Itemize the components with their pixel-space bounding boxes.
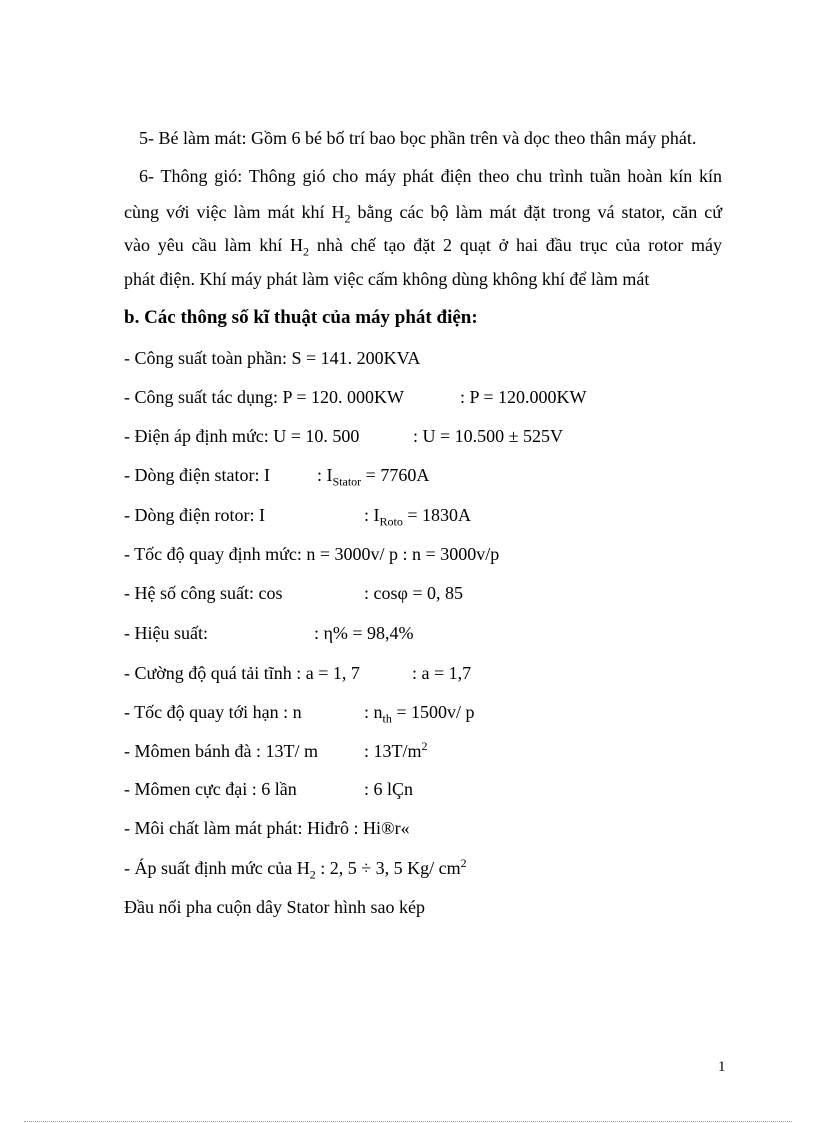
text-segment: nhà chế tạo đặt 2 quạt ở hai đầu trục của rotor máy: [309, 235, 722, 255]
spec-efficiency: [124, 622, 414, 644]
paragraph-cooler-text: 5- Bé làm mát: Gồm 6 bé bố trí bao bọc phần trên và dọc theo thân máy phát.: [139, 128, 697, 148]
spec-value: [317, 464, 430, 489]
spec-text: - Điện áp định mức: U = 10. 500: [124, 426, 360, 446]
spec-text: - Công suất toàn phần: S = 141. 200KVA: [124, 348, 421, 368]
text-segment: = 1500v/ p: [391, 702, 475, 722]
subscript: th: [382, 711, 392, 726]
spec-apparent-power: [124, 347, 420, 369]
subscript: Roto: [379, 514, 403, 529]
text-segment: : 2, 5 ÷ 3, 5 Kg/ cm: [315, 858, 461, 878]
spec-flywheel-moment: [124, 739, 428, 762]
spec-rated-speed: [124, 543, 499, 565]
spec-value: [364, 504, 471, 529]
text-segment: cùng với việc làm mát khí H: [124, 202, 345, 222]
spec-text: - Cường độ quá tải tĩnh : a = 1, 7: [124, 663, 360, 683]
spec-coolant: [124, 817, 410, 839]
spec-rotor-current: [124, 504, 471, 529]
spec-rated-pressure: [124, 856, 467, 882]
spec-stator-current: [124, 464, 430, 489]
superscript: 2: [460, 856, 467, 870]
spec-text: Đầu nối pha cuộn dây Stator hình sao kép: [124, 897, 425, 917]
subscript: Stator: [332, 474, 362, 489]
paragraph-ventilation-text-1: 6- Thông gió: Thông gió cho máy phát điện theo chu trình tuần hoàn kín kín: [139, 166, 722, 186]
subscript: 2: [309, 867, 316, 882]
section-heading-text: b. Các thông số kĩ thuật của máy phát điện:: [124, 307, 478, 328]
text-segment: vào yêu cầu làm khí H: [124, 235, 304, 255]
spec-text: - Mômen cực đại : 6 lần: [124, 779, 297, 799]
spec-value: : U = 10.500 ± 525V: [413, 426, 564, 446]
spec-value: : P = 120.000KW: [460, 387, 587, 407]
paragraph-ventilation-text-4: phát điện. Khí máy phát làm việc cấm không dùng không khí để làm mát: [124, 269, 650, 289]
spec-power-factor: [124, 582, 464, 604]
page-number: 1: [718, 1059, 726, 1075]
text-segment: : I: [364, 505, 380, 525]
spec-stator-connection: [124, 896, 425, 918]
superscript: 2: [421, 739, 428, 753]
spec-text: - Môi chất làm mát phát: Hiđrô : Hi®r«: [124, 818, 410, 838]
spec-value: [364, 740, 428, 762]
paragraph-ventilation-line-3: [124, 234, 722, 259]
subscript: 2: [303, 244, 310, 259]
spec-text: - Dòng điện rotor: I: [124, 505, 265, 525]
spec-value: : η% = 98,4%: [314, 623, 414, 643]
spec-text: - Mômen bánh đà : 13T/ m: [124, 741, 318, 761]
spec-value: [364, 701, 475, 726]
spec-value: : a = 1,7: [412, 663, 472, 683]
text-segment: : I: [317, 465, 333, 485]
spec-value: : cosφ = 0, 85: [364, 583, 464, 603]
text-segment: = 7760A: [361, 465, 430, 485]
spec-text: - Hệ số công suất: cos: [124, 583, 283, 603]
spec-text: - Tốc độ quay tới hạn : n: [124, 702, 302, 722]
section-heading: [124, 307, 478, 329]
page-bottom-divider: [24, 1121, 792, 1122]
spec-text: - Hiệu suất:: [124, 623, 208, 643]
subscript: 2: [344, 211, 351, 226]
spec-critical-speed: [124, 701, 475, 726]
paragraph-cooler: [139, 127, 696, 149]
spec-max-moment: [124, 778, 414, 800]
spec-text: - Dòng điện stator: I: [124, 465, 270, 485]
spec-value: : 6 lÇn: [364, 779, 414, 799]
text-segment: - Áp suất định mức của H: [124, 858, 310, 878]
paragraph-ventilation-line-2: [124, 201, 722, 226]
paragraph-ventilation-line-1: [139, 165, 722, 187]
text-segment: : n: [364, 702, 383, 722]
text-segment: : 13T/m: [364, 741, 422, 761]
spec-text: - Công suất tác dụng: P = 120. 000KW: [124, 387, 404, 407]
spec-text: - Tốc độ quay định mức: n = 3000v/ p : n = 3000v/p: [124, 544, 500, 564]
text-segment: bằng các bộ làm mát đặt trong vá stator, căn cứ: [350, 202, 722, 222]
spec-static-overload: [124, 662, 472, 684]
spec-rated-voltage: [124, 425, 564, 447]
text-segment: = 1830A: [402, 505, 471, 525]
spec-active-power: [124, 386, 587, 408]
paragraph-ventilation-line-4: [124, 268, 649, 290]
